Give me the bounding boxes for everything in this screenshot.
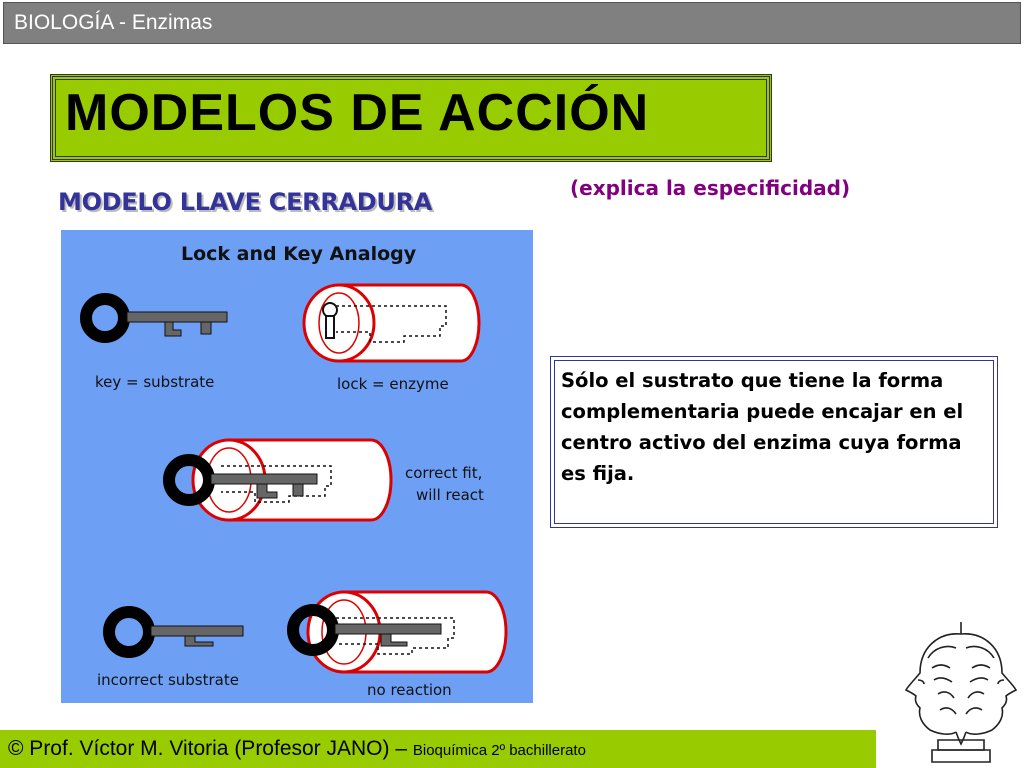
lock-icon [304, 285, 479, 361]
label-lock: lock = enzyme [337, 375, 449, 393]
label-incorrect: incorrect substrate [97, 671, 239, 689]
slide-title: MODELOS DE ACCIÓN [65, 84, 650, 142]
footer-text [8, 737, 586, 761]
key-icon [86, 299, 227, 337]
slide-title-box [50, 74, 772, 162]
label-fit-1: correct fit, [405, 464, 483, 482]
lock-key-figure [61, 230, 533, 703]
header-title: BIOLOGÍA - Enzimas [14, 11, 213, 34]
figure-title: Lock and Key Analogy [181, 243, 417, 265]
correct-fit-icon [169, 440, 391, 520]
label-no-reaction: no reaction [367, 681, 452, 699]
description-box [550, 356, 998, 528]
slide-note: (explica la especificidad) [570, 176, 851, 200]
description-text: Sólo el sustrato que tiene la forma complementaria puede encajar en el centro activo del enzima cuya forma es fija. [561, 369, 964, 485]
incorrect-key-icon [109, 612, 243, 652]
lock-key-diagram [61, 230, 533, 703]
janus-logo-icon [898, 618, 1024, 768]
label-key: key = substrate [95, 373, 215, 391]
no-reaction-icon [293, 592, 506, 672]
header-bar [3, 2, 1021, 44]
footer-author: © Prof. Víctor M. Vitoria (Profesor JANO) – [8, 737, 413, 760]
footer-course: Bioquímica 2º bachillerato [412, 742, 586, 759]
footer-bar [0, 730, 876, 768]
slide-subtitle: MODELO LLAVE CERRADURA [58, 188, 433, 216]
label-fit-2: will react [416, 486, 484, 504]
